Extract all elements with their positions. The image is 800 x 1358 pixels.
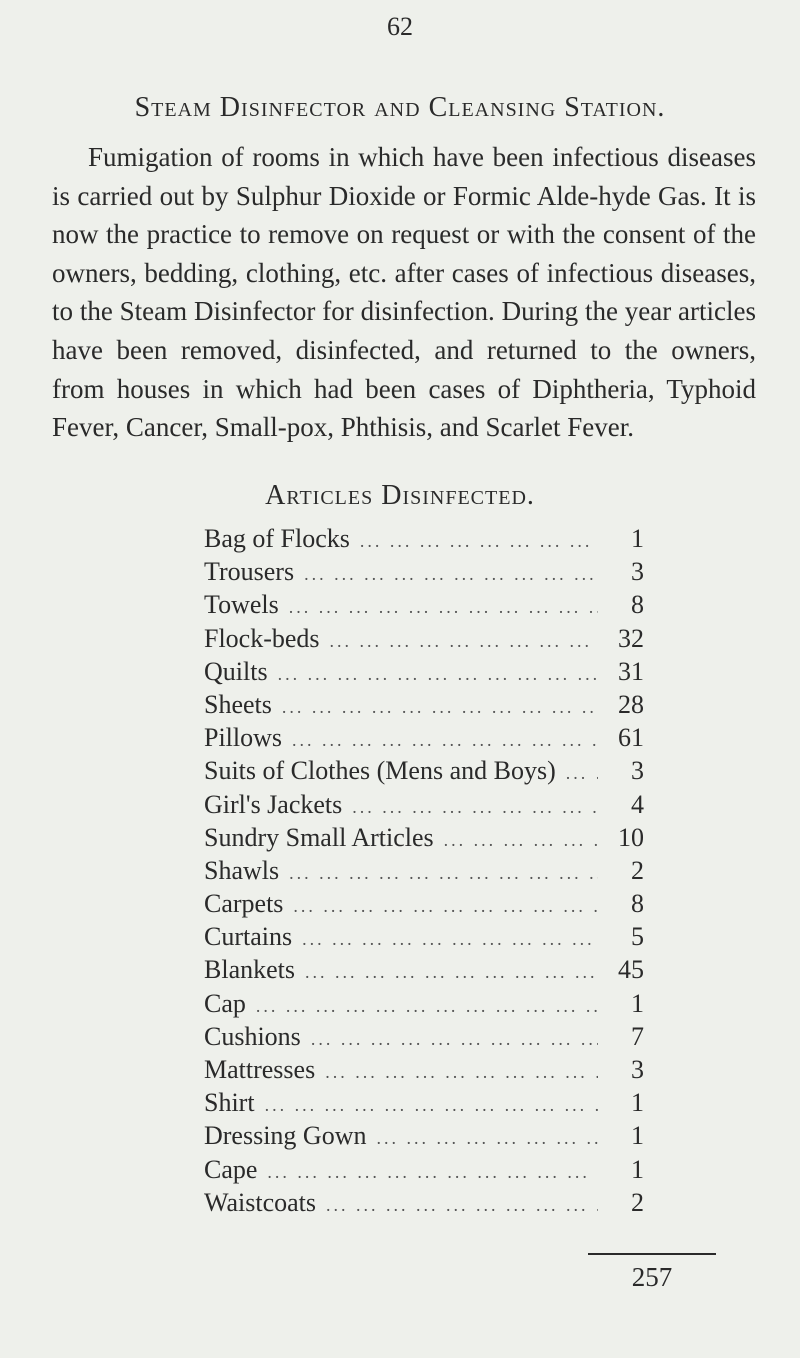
leader-dots <box>316 1189 598 1222</box>
leader-dots <box>320 625 598 658</box>
article-name: Towels <box>204 590 279 620</box>
article-count: 32 <box>618 623 644 653</box>
article-count: 1 <box>631 1088 644 1118</box>
article-row <box>204 1186 644 1219</box>
leader-dots <box>292 923 598 956</box>
article-count: 3 <box>631 1055 644 1084</box>
article-name: Carpets <box>204 889 284 919</box>
article-name: Mattresses <box>204 1055 316 1084</box>
article-name: Bag of Flocks <box>204 524 350 553</box>
article-count: 1 <box>631 1121 644 1151</box>
leader-dots <box>315 1056 598 1089</box>
article-row <box>204 754 644 787</box>
article-name: Pillows <box>204 723 283 753</box>
article-count: 61 <box>618 723 644 753</box>
article-name: Sheets <box>204 689 272 719</box>
article-row <box>204 622 644 655</box>
article-name: Cushions <box>204 1021 301 1051</box>
article-count: 1 <box>631 1154 644 1184</box>
article-row <box>204 688 644 721</box>
leader-dots <box>301 1023 598 1056</box>
article-name: Trousers <box>204 557 295 587</box>
leader-dots <box>294 558 598 591</box>
article-row <box>204 1086 644 1119</box>
article-name: Curtains <box>204 922 293 952</box>
section-title: Steam Disinfector and Cleansing Station. <box>134 92 666 123</box>
article-count: 7 <box>631 1021 644 1051</box>
article-count: 28 <box>618 689 644 719</box>
table-title: Articles Disinfected. <box>265 480 535 511</box>
leader-dots <box>342 791 598 824</box>
article-row <box>204 1020 644 1053</box>
leader-dots <box>246 990 598 1023</box>
total-rule <box>588 1253 716 1255</box>
article-name: Flock-beds <box>204 623 320 653</box>
article-name: Waistcoats <box>204 1187 316 1217</box>
article-count: 3 <box>631 756 644 786</box>
article-count: 2 <box>631 1187 644 1217</box>
article-count: 5 <box>631 922 644 952</box>
article-name: Quilts <box>204 656 268 686</box>
article-row <box>204 1153 644 1186</box>
leader-dots <box>556 757 598 790</box>
article-count: 31 <box>618 656 644 686</box>
article-count: 8 <box>631 590 644 620</box>
leader-dots <box>283 890 598 923</box>
article-name: Dressing Gown <box>204 1121 367 1151</box>
leader-dots <box>255 1089 598 1122</box>
leader-dots <box>350 525 598 558</box>
article-row <box>204 953 644 986</box>
leader-dots <box>367 1122 599 1155</box>
article-row <box>204 854 644 887</box>
article-row <box>204 721 644 754</box>
article-count: 4 <box>631 789 644 819</box>
article-row <box>204 821 644 854</box>
leader-dots <box>295 956 598 989</box>
article-count: 10 <box>618 822 644 852</box>
leader-dots <box>257 1156 598 1189</box>
article-row <box>204 1119 644 1152</box>
article-row <box>204 522 644 555</box>
article-name: Shirt <box>204 1088 255 1118</box>
leader-dots <box>279 591 598 624</box>
article-count: 3 <box>631 557 644 587</box>
article-row <box>204 788 644 821</box>
page-number: 62 <box>387 12 413 41</box>
article-count: 2 <box>631 855 644 885</box>
article-name: Sundry Small Articles <box>204 822 434 852</box>
article-row <box>204 887 644 920</box>
article-count: 45 <box>618 955 644 985</box>
article-row <box>204 987 644 1020</box>
article-name: Blankets <box>204 955 295 985</box>
article-row <box>204 555 644 588</box>
article-name: Cape <box>204 1154 258 1184</box>
article-row <box>204 1053 644 1086</box>
article-row <box>204 920 644 953</box>
leader-dots <box>268 658 598 691</box>
article-name: Suits of Clothes (Mens and Boys) <box>204 756 556 786</box>
article-name: Cap <box>204 988 246 1018</box>
article-row <box>204 588 644 621</box>
leader-dots <box>272 691 598 724</box>
leader-dots <box>282 724 598 757</box>
article-count: 8 <box>631 889 644 919</box>
article-name: Girl's Jackets <box>204 789 343 819</box>
total-value: 257 <box>631 1262 673 1292</box>
leader-dots <box>279 857 598 890</box>
leader-dots <box>434 824 598 857</box>
body-paragraph: Fumigation of rooms in which have been infectious diseases is carried out by Sulphur Dioxide or Formic Alde-hyde Gas. It is now the practice to remove on request or with the consent of the owners, bedding, clothing, etc. after cases of infectious diseases, to the Steam Disinfector for disinfection. During the year articles have been removed, disinfected, and returned to the owners, from houses in which had been cases of Diphtheria, Typhoid Fever, Cancer, Small-pox, Phthisis, and Scarlet Fever. <box>52 142 756 443</box>
article-count: 1 <box>631 988 644 1018</box>
article-row <box>204 655 644 688</box>
article-name: Shawls <box>204 855 280 885</box>
article-count: 1 <box>631 524 644 553</box>
articles-list <box>204 522 644 1219</box>
